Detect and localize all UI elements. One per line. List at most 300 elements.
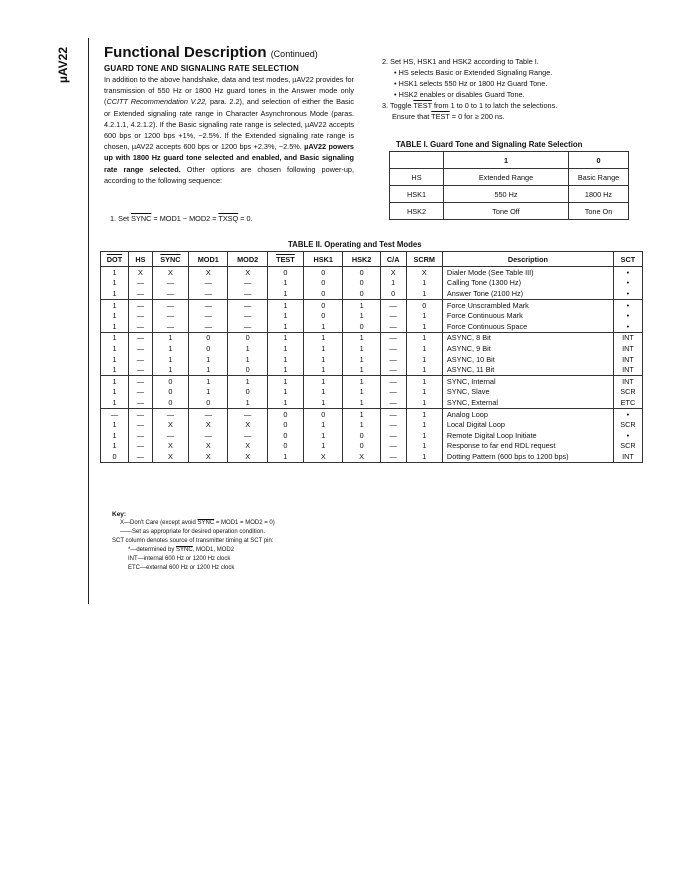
table-1-row	[390, 203, 629, 220]
table-2-cell: 0	[101, 451, 129, 462]
table-2-cell: —	[152, 430, 188, 441]
table-2-header-row	[101, 252, 643, 267]
table-2-cell: —	[189, 408, 228, 419]
table-2-row	[101, 278, 643, 289]
table-2-description-cell: SYNC, Slave	[442, 387, 613, 398]
table-key	[112, 510, 275, 573]
table-2-cell: 1	[406, 288, 442, 299]
step-2: 2. Set HS, HSK1 and HSK2 according to Table I.	[382, 57, 539, 66]
table-2-description-cell: Calling Tone (1300 Hz)	[442, 278, 613, 289]
table-2-cell: —	[152, 310, 188, 321]
table-2-cell: 1	[406, 397, 442, 408]
table-2-cell: INT	[613, 332, 642, 343]
table-2-description-cell: SYNC, External	[442, 397, 613, 408]
table-2-row	[101, 310, 643, 321]
table-1	[389, 151, 629, 220]
table-2-cell: 1	[343, 343, 380, 354]
table-2-cell: SCR	[613, 387, 642, 398]
table-2-cell: X	[189, 441, 228, 452]
table-2-cell: SCR	[613, 419, 642, 430]
step-3-text-c: Ensure that	[392, 112, 432, 121]
table-2-cell: 1	[406, 364, 442, 375]
table-2-cell: 0	[304, 299, 343, 310]
table-2-row	[101, 375, 643, 386]
table-2-row	[101, 451, 643, 462]
table-2-cell: —	[128, 354, 152, 365]
table-2-cell: 1	[101, 321, 129, 332]
table-2-cell: 1	[406, 310, 442, 321]
table-2-cell: —	[152, 321, 188, 332]
table-2-cell: —	[380, 430, 406, 441]
table-1-header-cell: 0	[569, 152, 629, 169]
table-2-caption: TABLE II. Operating and Test Modes	[288, 240, 422, 249]
table-2-cell: 0	[267, 430, 303, 441]
table-2-cell: SCR	[613, 441, 642, 452]
table-2-cell: —	[380, 364, 406, 375]
table-2-cell: —	[228, 321, 267, 332]
table-2-cell: 1	[304, 397, 343, 408]
table-2-cell: 0	[406, 299, 442, 310]
table-2-cell: 1	[101, 364, 129, 375]
table-2-cell: 0	[189, 332, 228, 343]
table-2-cell: —	[128, 387, 152, 398]
key-int-line: INT—internal 600 Hz or 1200 Hz clock	[128, 556, 231, 562]
table-2-cell: 1	[406, 278, 442, 289]
table-2-cell: X	[228, 451, 267, 462]
table-2-cell: 1	[152, 354, 188, 365]
table-2-row	[101, 343, 643, 354]
table-2-header-cell: $\overline{DOT}$	[101, 252, 129, 267]
side-part-tag-text: µAV22	[56, 46, 71, 84]
table-2-cell: 1	[406, 441, 442, 452]
table-2-cell: 0	[343, 278, 380, 289]
table-2-cell: 0	[343, 321, 380, 332]
key-x-text-a: X—Don't Care (except avoid	[120, 520, 198, 526]
table-2-cell: 1	[304, 441, 343, 452]
intro-text-1: In addition to the above handshake, data and test modes, µAV22 provides for transmission of 550 Hz or 1800 Hz guard tones in the Answer mode only (	[104, 75, 354, 107]
table-2-row	[101, 267, 643, 278]
table-2-cell: 0	[380, 288, 406, 299]
table-2-cell: •	[613, 408, 642, 419]
table-2-description-cell: Answer Tone (2100 Hz)	[442, 288, 613, 299]
table-2-cell: •	[613, 299, 642, 310]
table-2-cell: INT	[613, 343, 642, 354]
table-2-cell: 1	[406, 332, 442, 343]
table-2-cell: 1	[228, 354, 267, 365]
table-2-cell: X	[406, 267, 442, 278]
table-2-description-cell: Dotting Pattern (600 bps to 1200 bps)	[442, 451, 613, 462]
table-2-cell: 1	[189, 354, 228, 365]
step-3-text-a: 3. Toggle	[382, 101, 414, 110]
table-2-row	[101, 354, 643, 365]
table-2-cell: 1	[343, 387, 380, 398]
table-2-cell: X	[189, 419, 228, 430]
table-2-description-cell: Force Continuous Mark	[442, 310, 613, 321]
side-part-tag	[56, 36, 70, 94]
table-2-row	[101, 408, 643, 419]
table-2-description-cell: ASYNC, 10 Bit	[442, 354, 613, 365]
table-2-cell: —	[380, 375, 406, 386]
intro-paragraph	[104, 74, 354, 186]
table-2-cell: 1	[406, 387, 442, 398]
table-2-cell: 1	[101, 375, 129, 386]
table-2-cell: 1	[304, 375, 343, 386]
vertical-rule	[88, 38, 89, 604]
table-2-header-cell: HSK2	[343, 252, 380, 267]
table-2-cell: 1	[101, 310, 129, 321]
table-2-cell: —	[128, 332, 152, 343]
table-2-cell: 0	[189, 397, 228, 408]
key-title: Key:	[112, 511, 127, 518]
table-2-cell: 1	[189, 387, 228, 398]
table-2-cell: 1	[101, 354, 129, 365]
table-2-cell: •	[613, 321, 642, 332]
table-2-header-cell: TEST	[267, 252, 303, 267]
table-2-cell: 1	[267, 387, 303, 398]
key-x-sync: SYNC	[197, 520, 215, 526]
table-2-cell: —	[128, 430, 152, 441]
table-2-cell: 1	[101, 397, 129, 408]
table-2-body	[101, 267, 643, 463]
table-2-row	[101, 299, 643, 310]
table-2-cell: —	[128, 321, 152, 332]
key-sct-line: SCT column denotes source of transmitter timing at SCT pin:	[112, 538, 274, 544]
table-2-cell: 1	[101, 267, 129, 278]
table-2-header-cell: HS	[128, 252, 152, 267]
table-2-cell: 1	[267, 397, 303, 408]
table-2-cell: 1	[228, 343, 267, 354]
table-2-cell: —	[128, 364, 152, 375]
table-2-cell: X	[343, 451, 380, 462]
step-1	[110, 214, 253, 223]
table-2-cell: 0	[304, 408, 343, 419]
table-2-row	[101, 364, 643, 375]
table-2-description-cell: Local Digital Loop	[442, 419, 613, 430]
table-2-header-cell: MOD1	[189, 252, 228, 267]
table-1-cell: HS	[390, 169, 444, 186]
table-2-description-cell: ASYNC, 11 Bit	[442, 364, 613, 375]
table-2-cell: 1	[189, 364, 228, 375]
table-2-cell: •	[613, 278, 642, 289]
table-2-cell: X	[380, 267, 406, 278]
table-1-cell: Tone On	[569, 203, 629, 220]
table-2-cell: —	[380, 387, 406, 398]
table-2-cell: 0	[267, 419, 303, 430]
table-2-cell: INT	[613, 451, 642, 462]
table-2-cell: —	[380, 354, 406, 365]
table-2-description-cell: Analog Loop	[442, 408, 613, 419]
table-2-cell: 1	[406, 451, 442, 462]
table-2-cell: X	[128, 267, 152, 278]
table-2-cell: —	[189, 321, 228, 332]
table-2-cell: 1	[267, 310, 303, 321]
table-2-description-cell: Response to far end RDL request	[442, 441, 613, 452]
step-1-txsq: TXSQ	[218, 214, 239, 223]
table-2-cell: 1	[267, 299, 303, 310]
table-2-cell: 1	[304, 321, 343, 332]
table-2-cell: 1	[267, 343, 303, 354]
table-2-header-cell: HSK1	[304, 252, 343, 267]
table-2-cell: 0	[304, 310, 343, 321]
table-2-cell: —	[380, 408, 406, 419]
table-2-cell: 1	[101, 419, 129, 430]
table-2-cell: X	[228, 441, 267, 452]
table-2-cell: INT	[613, 354, 642, 365]
table-2-cell: —	[380, 343, 406, 354]
table-2-cell: —	[128, 310, 152, 321]
table-2-cell: X	[152, 419, 188, 430]
table-2-cell: 1	[343, 332, 380, 343]
table-2-cell: —	[128, 397, 152, 408]
step-2-bullet: • HSK2 enables or disables Guard Tone.	[394, 90, 525, 99]
table-2-cell: 1	[101, 278, 129, 289]
table-2-cell: —	[128, 299, 152, 310]
table-2-cell: —	[228, 310, 267, 321]
table-2-cell: 1	[152, 343, 188, 354]
table-2-cell: 1	[267, 451, 303, 462]
table-2-cell: 0	[228, 364, 267, 375]
table-2-cell: 1	[304, 343, 343, 354]
table-2-cell: 1	[406, 354, 442, 365]
table-2-cell: 1	[406, 408, 442, 419]
key-x-line	[120, 519, 275, 528]
key-determined-text-b: , MOD1, MOD2	[192, 547, 235, 553]
table-2-cell: 1	[343, 364, 380, 375]
table-2-cell: —	[380, 441, 406, 452]
step-1-text-b: = MOD1 − MOD2 =	[151, 214, 219, 223]
table-2-cell: 1	[101, 441, 129, 452]
key-determined-sync: SYNC	[176, 547, 193, 553]
intro-text-3: Other options are chosen following power-up, according to the following sequence:	[104, 164, 354, 185]
table-2-cell: 1	[406, 321, 442, 332]
table-2-cell: —	[128, 278, 152, 289]
table-2-cell: 0	[228, 387, 267, 398]
table-2-cell: —	[152, 278, 188, 289]
table-2-cell: 0	[343, 267, 380, 278]
table-2-cell: X	[152, 451, 188, 462]
table-2-cell: —	[128, 441, 152, 452]
table-2-cell: 1	[101, 288, 129, 299]
table-2-cell: —	[152, 299, 188, 310]
table-2-cell: X	[228, 419, 267, 430]
table-2-cell: —	[152, 288, 188, 299]
table-2-cell: 1	[228, 397, 267, 408]
intro-text-2: para. 2.2), and selection of either the Basic or Extended signaling rate range in Character Asynchronous Mode (paras. 4.2.1.1, 4.2.1.2). If the Basic signaling rate range is selected, µAV22 accepts 600 bps or 1200 bps +1%, −2.5%. If the Extended signaling rate range is chosen, µAV22 accepts 600 bps or 1200 bps +2.3%, −2.5%.	[104, 97, 354, 152]
table-2-cell: 1	[380, 278, 406, 289]
table-1-cell: Tone Off	[444, 203, 569, 220]
table-2-cell: 1	[304, 419, 343, 430]
table-1-row	[390, 186, 629, 203]
table-2-cell: —	[380, 332, 406, 343]
table-2-cell: 1	[406, 430, 442, 441]
table-2-cell: X	[304, 451, 343, 462]
table-2-cell: 0	[343, 441, 380, 452]
table-2-cell: 0	[304, 267, 343, 278]
table-2-cell: 1	[343, 375, 380, 386]
table-2-cell: 0	[152, 387, 188, 398]
table-2-cell: —	[380, 310, 406, 321]
table-1-cell: Extended Range	[444, 169, 569, 186]
step-3-test-2: TEST	[431, 112, 450, 121]
table-2-cell: —	[380, 451, 406, 462]
table-2-cell: 0	[152, 397, 188, 408]
table-2-cell: 1	[406, 375, 442, 386]
table-2-cell: 1	[267, 375, 303, 386]
key-x-text-b: = MOD1 = MOD2 = 0)	[214, 520, 275, 526]
table-2-cell: —	[189, 310, 228, 321]
table-2-cell: ETC	[613, 397, 642, 408]
table-2-cell: 1	[267, 288, 303, 299]
key-etc-line: ETC—external 600 Hz or 1200 Hz clock	[128, 565, 235, 571]
table-2-cell: —	[189, 278, 228, 289]
table-2-cell: —	[128, 375, 152, 386]
table-2-cell: 0	[343, 430, 380, 441]
table-2-cell: 1	[406, 419, 442, 430]
key-determined-line	[128, 546, 275, 555]
step-3-text-b: from 1 to 0 to 1 to latch the selections.	[431, 101, 558, 110]
table-2-cell: 1	[101, 299, 129, 310]
table-2-cell: •	[613, 310, 642, 321]
table-2-cell: 1	[267, 332, 303, 343]
page-title-continued: (Continued)	[270, 49, 318, 59]
table-2-cell: 1	[304, 364, 343, 375]
intro-citation: CCITT Recommendation V.22,	[106, 97, 208, 107]
step-1-sync: SYNC	[131, 214, 152, 223]
table-2-cell: —	[189, 299, 228, 310]
table-2-cell: 1	[343, 310, 380, 321]
table-2-cell: 1	[304, 430, 343, 441]
table-2	[100, 251, 643, 463]
step-3-note	[392, 111, 632, 122]
table-2-cell: 0	[343, 288, 380, 299]
table-2-cell: X	[152, 267, 188, 278]
table-2-description-cell: Remote Digital Loop Initiate	[442, 430, 613, 441]
table-2-header-cell: MOD2	[228, 252, 267, 267]
table-2-cell: •	[613, 267, 642, 278]
right-column-steps	[382, 56, 632, 122]
page-title	[104, 44, 318, 61]
table-2-cell: X	[189, 451, 228, 462]
table-2-cell: 1	[343, 299, 380, 310]
table-2-cell: 1	[101, 387, 129, 398]
table-2-cell: —	[228, 278, 267, 289]
table-2-cell: X	[152, 441, 188, 452]
table-2-cell: —	[152, 408, 188, 419]
table-2-cell: —	[228, 288, 267, 299]
table-2-cell: —	[128, 408, 152, 419]
table-2-cell: 1	[228, 375, 267, 386]
step-1-text-a: 1. Set	[110, 214, 132, 223]
table-2-cell: —	[101, 408, 129, 419]
table-1-caption: TABLE I. Guard Tone and Signaling Rate Selection	[396, 140, 583, 149]
table-2-cell: —	[189, 288, 228, 299]
table-1-header-row	[390, 152, 629, 169]
table-2-cell: 0	[189, 343, 228, 354]
key-determined-text-a: *—determined by	[128, 547, 177, 553]
intro-bold-statement: µAV22 powers up with 1800 Hz guard tone selected and enabled, and Basic signaling rate range selected.	[104, 142, 354, 174]
table-1-cell: 550 Hz	[444, 186, 569, 203]
table-2-cell: •	[613, 288, 642, 299]
table-2-header-cell: SCRM	[406, 252, 442, 267]
table-2-cell: 1	[343, 419, 380, 430]
table-1-header-cell: 1	[444, 152, 569, 169]
table-2-cell: —	[228, 430, 267, 441]
table-2-row	[101, 321, 643, 332]
step-2-bullet: • HS selects Basic or Extended Signaling Range.	[394, 68, 553, 77]
table-2-cell: 1	[267, 278, 303, 289]
table-2-cell: —	[380, 321, 406, 332]
table-2-cell: —	[128, 288, 152, 299]
table-2-description-cell: ASYNC, 8 Bit	[442, 332, 613, 343]
table-2-header-cell: SCT	[613, 252, 642, 267]
table-2-header-cell: Description	[442, 252, 613, 267]
table-2-cell: 1	[267, 321, 303, 332]
table-2-cell: 0	[304, 278, 343, 289]
table-2-cell: —	[128, 343, 152, 354]
step-2-bullet: • HSK1 selects 550 Hz or 1800 Hz Guard Tone.	[394, 79, 548, 88]
table-2-header-cell: SYNC	[152, 252, 188, 267]
table-2-cell: 1	[267, 354, 303, 365]
table-2-cell: 1	[267, 364, 303, 375]
table-1-cell: 1800 Hz	[569, 186, 629, 203]
table-2-cell: —	[128, 419, 152, 430]
table-2-cell: 1	[101, 430, 129, 441]
table-2-row	[101, 332, 643, 343]
table-2-cell: 0	[152, 375, 188, 386]
table-2-cell: •	[613, 430, 642, 441]
table-2-cell: 1	[189, 375, 228, 386]
table-2-cell: 1	[152, 364, 188, 375]
table-2-description-cell: Dialer Mode (See Table III)	[442, 267, 613, 278]
table-2-cell: 1	[343, 354, 380, 365]
table-2-cell: —	[380, 397, 406, 408]
table-2-cell: X	[228, 267, 267, 278]
table-2-row	[101, 288, 643, 299]
table-2-row	[101, 397, 643, 408]
table-2-cell: X	[189, 267, 228, 278]
table-2-cell: 1	[406, 343, 442, 354]
page-title-text: Functional Description	[104, 44, 267, 61]
table-2-cell: —	[189, 430, 228, 441]
table-2-cell: 1	[152, 332, 188, 343]
table-2-description-cell: ASYNC, 9 Bit	[442, 343, 613, 354]
section-heading: GUARD TONE AND SIGNALING RATE SELECTION	[104, 64, 299, 73]
table-2-description-cell: SYNC, Internal	[442, 375, 613, 386]
step-1-text-c: = 0.	[238, 214, 253, 223]
table-2-cell: INT	[613, 364, 642, 375]
table-1-cell: HSK2	[390, 203, 444, 220]
table-2-row	[101, 419, 643, 430]
table-2-cell: —	[380, 419, 406, 430]
table-2-cell: 0	[267, 267, 303, 278]
table-2-cell: 1	[343, 408, 380, 419]
table-2-header-cell: C/A	[380, 252, 406, 267]
table-1-row	[390, 169, 629, 186]
table-2-cell: —	[128, 451, 152, 462]
table-2-cell: —	[380, 299, 406, 310]
table-2-cell: 1	[101, 343, 129, 354]
table-2-cell: 1	[304, 354, 343, 365]
step-3-test: TEST	[413, 101, 432, 110]
table-1-header-cell	[390, 152, 444, 169]
table-2-cell: 1	[101, 332, 129, 343]
table-2-cell: —	[228, 408, 267, 419]
table-2-cell: 0	[228, 332, 267, 343]
table-2-cell: —	[228, 299, 267, 310]
table-2-cell: 1	[343, 397, 380, 408]
table-1-cell: Basic Range	[569, 169, 629, 186]
table-2-cell: 1	[304, 332, 343, 343]
